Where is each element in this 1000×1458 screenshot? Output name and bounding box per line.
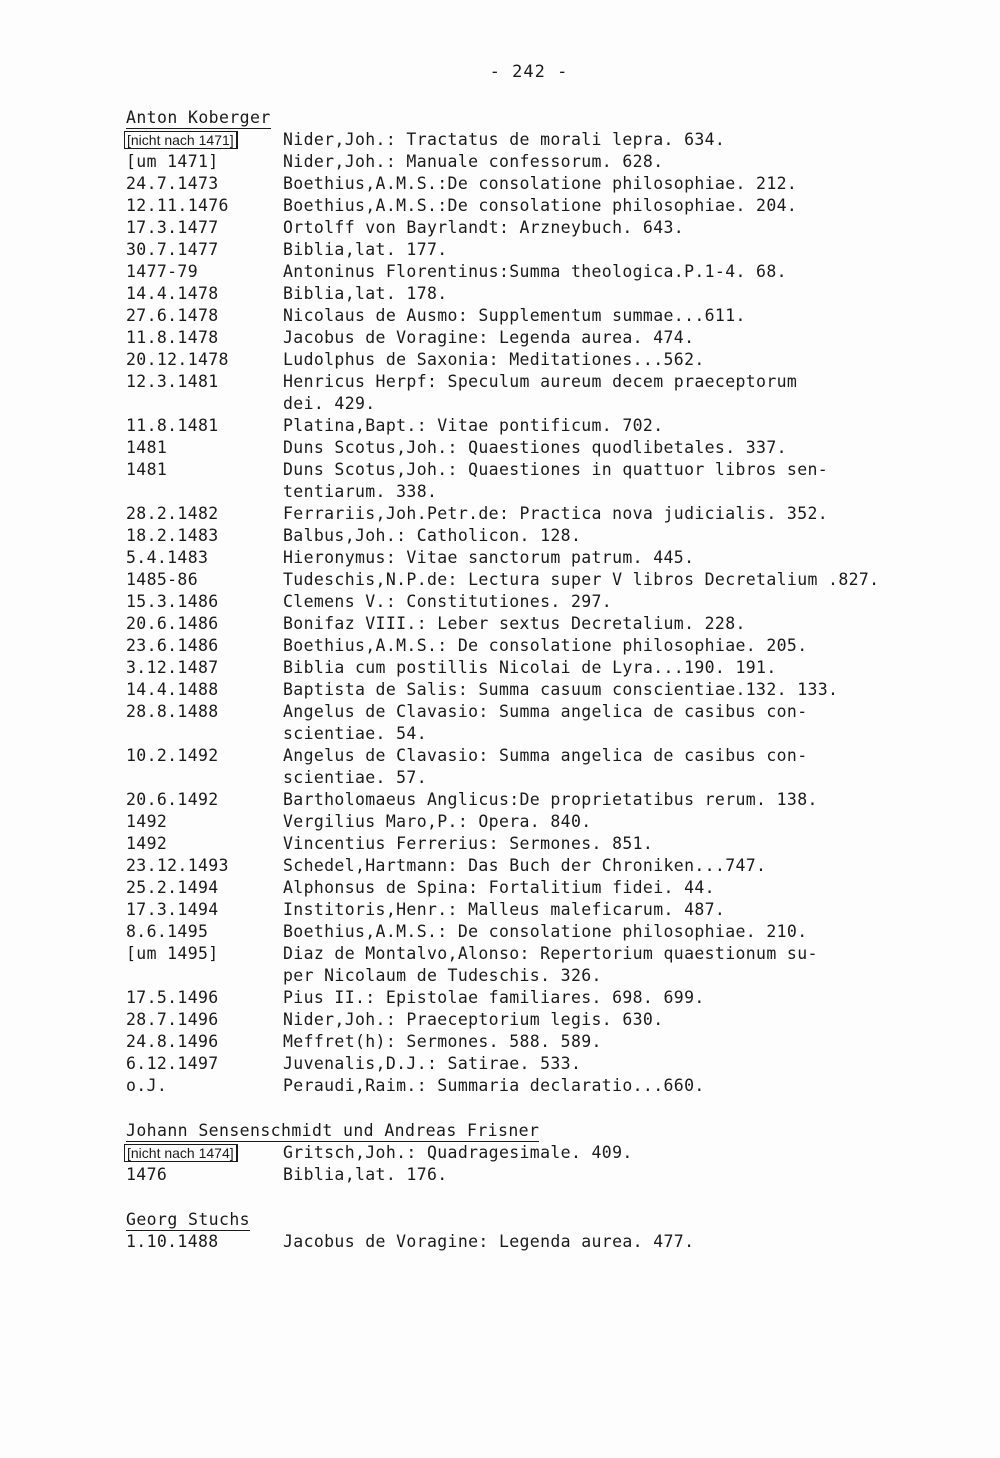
entry-date-label: 24.8.1496 — [126, 1032, 219, 1051]
page-number: - 242 - — [489, 62, 569, 82]
entry-description: Biblia,lat. 177. — [283, 240, 448, 259]
catalog-entry — [126, 349, 926, 371]
entry-date-label: 1492 — [126, 834, 168, 853]
entry-date-label: 17.5.1496 — [126, 988, 219, 1007]
catalog-entry — [126, 239, 926, 261]
entry-date — [126, 239, 283, 261]
catalog-entry — [126, 1164, 926, 1186]
entry-description: Pius II.: Epistolae familiares. 698. 699. — [283, 988, 705, 1007]
entry-date-label: 25.2.1494 — [126, 878, 219, 897]
section-heading: Georg Stuchs — [126, 1210, 251, 1229]
entry-date — [126, 701, 283, 745]
entry-description: Platina,Bapt.: Vitae pontificum. 702. — [283, 416, 664, 435]
entry-date — [126, 987, 283, 1009]
catalog-entry — [126, 1075, 926, 1097]
entry-date-label: 15.3.1486 — [126, 592, 219, 611]
entry-description: Meffret(h): Sermones. 588. 589. — [283, 1032, 602, 1051]
entry-date-label: 1.10.1488 — [126, 1232, 219, 1251]
entry-description: Duns Scotus,Joh.: Quaestiones in quattuor libros sen- tentiarum. 338. — [283, 460, 829, 501]
entry-date — [126, 1231, 283, 1253]
entry-description: Tudeschis,N.P.de: Lectura super V libros Decretalium .827. — [283, 570, 880, 589]
entry-date — [126, 129, 283, 151]
catalog-entry — [126, 1053, 926, 1075]
entry-date — [126, 261, 283, 283]
entry-date-label: 18.2.1483 — [126, 526, 219, 545]
catalog-entry — [126, 415, 926, 437]
catalog-entry — [126, 459, 926, 503]
catalog-entry — [126, 679, 926, 701]
entry-description: Ferrariis,Joh.Petr.de: Practica nova judicialis. 352. — [283, 504, 829, 523]
entry-description: Baptista de Salis: Summa casuum conscientiae.132. 133. — [283, 680, 839, 699]
entry-date-label: 28.8.1488 — [126, 702, 219, 721]
entry-description: Biblia,lat. 176. — [283, 1165, 448, 1184]
entry-date — [126, 569, 283, 591]
entry-date-label: 20.6.1492 — [126, 790, 219, 809]
entry-date-label: 6.12.1497 — [126, 1054, 219, 1073]
catalog-entry — [126, 745, 926, 789]
catalog-entry — [126, 877, 926, 899]
entry-date-label: 1477-79 — [126, 262, 198, 281]
entry-date-label: 23.6.1486 — [126, 636, 219, 655]
entry-date — [126, 943, 283, 987]
catalog-entry — [126, 151, 926, 173]
section-sensenschmidt-frisner — [126, 1121, 926, 1186]
entry-description: Ludolphus de Saxonia: Meditationes...562. — [283, 350, 705, 369]
entry-date — [126, 437, 283, 459]
entry-description: Bonifaz VIII.: Leber sextus Decretalium. 228. — [283, 614, 746, 633]
catalog-entry — [126, 305, 926, 327]
section-heading: Johann Sensenschmidt und Andreas Frisner — [126, 1121, 540, 1140]
entry-description: Angelus de Clavasio: Summa angelica de casibus con- scientiae. 57. — [283, 746, 808, 787]
entry-date-label: 12.11.1476 — [126, 196, 229, 215]
entry-date — [126, 283, 283, 305]
entry-date — [126, 877, 283, 899]
catalog-entry — [126, 657, 926, 679]
entry-date-label: [um 1471] — [126, 152, 219, 171]
catalog-entry — [126, 1142, 926, 1164]
entry-date-label: 1485-86 — [126, 570, 198, 589]
entry-date — [126, 635, 283, 657]
entry-date — [126, 327, 283, 349]
catalog-entry — [126, 569, 926, 591]
entry-date — [126, 1142, 283, 1164]
entry-description: Jacobus de Voragine: Legenda aurea. 477. — [283, 1232, 695, 1251]
entry-date-label: 20.6.1486 — [126, 614, 219, 633]
catalog-entry — [126, 547, 926, 569]
entry-description: Boethius,A.M.S.: De consolatione philosophiae. 210. — [283, 922, 808, 941]
catalog-entry — [126, 261, 926, 283]
entry-description: Nicolaus de Ausmo: Supplementum summae...611. — [283, 306, 746, 325]
entry-date-label: 17.3.1477 — [126, 218, 219, 237]
entry-date-label: 1492 — [126, 812, 168, 831]
entry-date — [126, 349, 283, 371]
entry-date-label: 3.12.1487 — [126, 658, 219, 677]
entry-date — [126, 657, 283, 679]
entry-date — [126, 591, 283, 613]
section-heading: Anton Koberger — [126, 108, 271, 127]
catalog-entry — [126, 1009, 926, 1031]
entry-date — [126, 459, 283, 503]
entry-date-label: 1481 — [126, 460, 168, 479]
entry-description: Nider,Joh.: Praeceptorium legis. 630. — [283, 1010, 664, 1029]
entry-date-label: o.J. — [126, 1076, 168, 1095]
entry-description: Alphonsus de Spina: Fortalitium fidei. 44. — [283, 878, 715, 897]
entry-date-label: 17.3.1494 — [126, 900, 219, 919]
entry-date — [126, 195, 283, 217]
catalog-entry — [126, 173, 926, 195]
catalog-entry — [126, 811, 926, 833]
catalog-entry — [126, 217, 926, 239]
entry-description: Biblia cum postillis Nicolai de Lyra...190. 191. — [283, 658, 777, 677]
catalog-entry — [126, 195, 926, 217]
catalog-entry — [126, 833, 926, 855]
entry-description: Peraudi,Raim.: Summaria declaratio...660. — [283, 1076, 705, 1095]
catalog-entry — [126, 503, 926, 525]
entry-date — [126, 1075, 283, 1097]
catalog-entry — [126, 371, 926, 415]
entry-date-label: 1481 — [126, 438, 168, 457]
entry-description: Balbus,Joh.: Catholicon. 128. — [283, 526, 582, 545]
entry-date-label: 23.12.1493 — [126, 856, 229, 875]
catalog-entry — [126, 327, 926, 349]
entry-description: Vincentius Ferrerius: Sermones. 851. — [283, 834, 654, 853]
entry-date-label: 8.6.1495 — [126, 922, 209, 941]
catalog-entry — [126, 613, 926, 635]
entry-description: Antoninus Florentinus:Summa theologica.P.1-4. 68. — [283, 262, 787, 281]
entry-description: Clemens V.: Constitutiones. 297. — [283, 592, 613, 611]
entry-date — [126, 415, 283, 437]
entry-list — [126, 1231, 926, 1253]
entry-date-label: 1476 — [126, 1165, 168, 1184]
entry-description: Ortolff von Bayrlandt: Arzneybuch. 643. — [283, 218, 685, 237]
entry-description: Jacobus de Voragine: Legenda aurea. 474. — [283, 328, 695, 347]
catalog-entry — [126, 129, 926, 151]
catalog-entry — [126, 899, 926, 921]
entry-date — [126, 305, 283, 327]
entry-date — [126, 613, 283, 635]
entry-description: Nider,Joh.: Tractatus de morali lepra. 634. — [283, 130, 726, 149]
entry-description: Duns Scotus,Joh.: Quaestiones quodlibetales. 337. — [283, 438, 787, 457]
catalog-entry — [126, 921, 926, 943]
entry-description: Juvenalis,D.J.: Satirae. 533. — [283, 1054, 582, 1073]
entry-description: Vergilius Maro,P.: Opera. 840. — [283, 812, 592, 831]
entry-description: Diaz de Montalvo,Alonso: Repertorium quaestionum su- per Nicolaum de Tudeschis. 326. — [283, 944, 818, 985]
entry-date-label: 11.8.1481 — [126, 416, 219, 435]
entry-date-label: [nicht nach 1474] — [124, 1144, 238, 1162]
entry-date — [126, 1009, 283, 1031]
catalog-entry — [126, 1031, 926, 1053]
entry-date — [126, 745, 283, 789]
entry-date — [126, 1031, 283, 1053]
entry-description: Boethius,A.M.S.:De consolatione philosophiae. 212. — [283, 174, 798, 193]
entry-description: Nider,Joh.: Manuale confessorum. 628. — [283, 152, 664, 171]
entry-date-label: 12.3.1481 — [126, 372, 219, 391]
catalog-entry — [126, 789, 926, 811]
entry-date-label: [um 1495] — [126, 944, 219, 963]
entry-date — [126, 371, 283, 415]
entry-date-label: 28.2.1482 — [126, 504, 219, 523]
entry-description: Henricus Herpf: Speculum aureum decem praeceptorum dei. 429. — [283, 372, 798, 413]
catalog-entry — [126, 987, 926, 1009]
entry-date — [126, 217, 283, 239]
catalog-entry — [126, 525, 926, 547]
entry-date — [126, 789, 283, 811]
entry-date-label: [nicht nach 1471] — [124, 131, 238, 149]
catalog-entry — [126, 591, 926, 613]
catalog-entry — [126, 283, 926, 305]
entry-date-label: 28.7.1496 — [126, 1010, 219, 1029]
entry-description: Schedel,Hartmann: Das Buch der Chroniken...747. — [283, 856, 767, 875]
entry-list — [126, 129, 926, 1097]
section-georg-stuchs — [126, 1210, 926, 1253]
catalog-entry — [126, 855, 926, 877]
entry-date — [126, 921, 283, 943]
entry-date-label: 10.2.1492 — [126, 746, 219, 765]
entry-date — [126, 833, 283, 855]
entry-description: Boethius,A.M.S.:De consolatione philosophiae. 204. — [283, 196, 798, 215]
catalog-entry — [126, 635, 926, 657]
entry-description: Angelus de Clavasio: Summa angelica de casibus con- scientiae. 54. — [283, 702, 808, 743]
entry-description: Biblia,lat. 178. — [283, 284, 448, 303]
catalog-entry — [126, 437, 926, 459]
entry-date-label: 27.6.1478 — [126, 306, 219, 325]
entry-date-label: 5.4.1483 — [126, 548, 209, 567]
entry-description: Bartholomaeus Anglicus:De proprietatibus rerum. 138. — [283, 790, 818, 809]
catalog-entry — [126, 943, 926, 987]
entry-description: Institoris,Henr.: Malleus maleficarum. 487. — [283, 900, 726, 919]
section-anton-koberger — [126, 108, 926, 1097]
entry-date — [126, 503, 283, 525]
catalog-entry — [126, 1231, 926, 1253]
entry-date — [126, 679, 283, 701]
entry-date — [126, 1053, 283, 1075]
entry-date-label: 14.4.1488 — [126, 680, 219, 699]
catalog-entry — [126, 701, 926, 745]
entry-date — [126, 525, 283, 547]
entry-date — [126, 173, 283, 195]
entry-date — [126, 899, 283, 921]
entry-date — [126, 811, 283, 833]
entry-list — [126, 1142, 926, 1186]
entry-date — [126, 1164, 283, 1186]
entry-date-label: 20.12.1478 — [126, 350, 229, 369]
entry-date — [126, 151, 283, 173]
catalog-listing — [126, 108, 926, 1263]
entry-date-label: 24.7.1473 — [126, 174, 219, 193]
entry-date-label: 11.8.1478 — [126, 328, 219, 347]
entry-date-label: 14.4.1478 — [126, 284, 219, 303]
entry-description: Boethius,A.M.S.: De consolatione philosophiae. 205. — [283, 636, 808, 655]
entry-date-label: 30.7.1477 — [126, 240, 219, 259]
entry-description: Gritsch,Joh.: Quadragesimale. 409. — [283, 1143, 633, 1162]
entry-date — [126, 855, 283, 877]
entry-description: Hieronymus: Vitae sanctorum patrum. 445. — [283, 548, 695, 567]
entry-date — [126, 547, 283, 569]
